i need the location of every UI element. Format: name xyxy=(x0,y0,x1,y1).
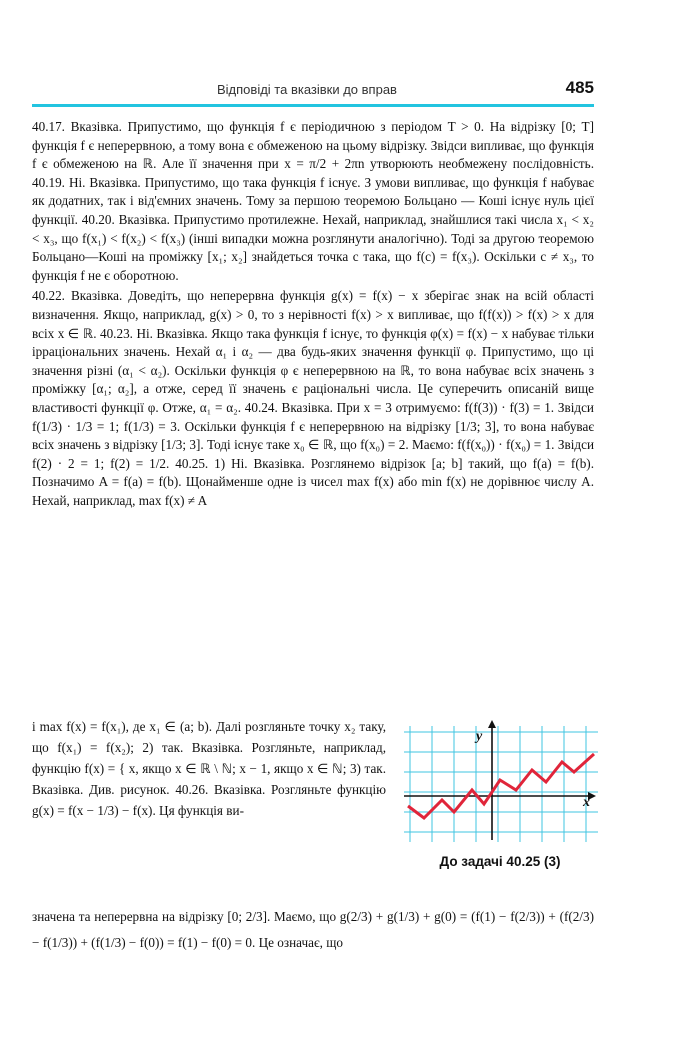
page-header xyxy=(32,78,594,104)
grid xyxy=(404,726,598,842)
header-title: Відповіді та вказівки до вправ xyxy=(217,82,397,97)
x-axis-label: x xyxy=(583,795,590,810)
figure-graph xyxy=(402,718,598,842)
paragraph-1: 40.17. Вказівка. Припустимо, що функція f є періодичною з періодом T > 0. На відрізку [0; T] функція f є неперервною, а тому вона є обмеженою на цьому відрізку. Звідси випливає, що функція f є обмеженою на ℝ. Але її значення при x = π/2 + 2πn утворюють необмежену послідовність. 40.19. Ні. Вказівка. Припустимо, що така функція f існує. З умови випливає, що функція f набуває як додатних, так і від'ємних значень. Тому за першою теоремою Больцано — Коші існує нуль цієї функції. 40.20. Вказівка. Припустимо протилежне. Нехай, наприклад, знайшлися такі числа x₁ < x₂ < x₃, що f(x₁) < f(x₂) < f(x₃) (інші випадки можна розглянути аналогічно). Тоді за другою теоремою Больцано—Коші на проміжку [x₁; x₂] знайдеться точка c така, що f(c) = f(x₃). Оскільки c ≠ x₃, то функція f не є оборотною. xyxy=(32,119,594,283)
zigzag-curve xyxy=(408,754,594,818)
page-number: 485 xyxy=(565,78,594,97)
main-text xyxy=(32,118,594,510)
y-axis-arrow xyxy=(488,720,496,728)
y-axis-label: y xyxy=(476,729,483,744)
wrapped-text: і max f(x) = f(x₁), де x₁ ∈ (a; b). Далі розгляньте точку x₂ таку, що f(x₁) = f(x₂); 2) так. Вказівка. Розгляньте, наприклад, функцію f(x) = { x, якщо x ∈ ℝ \ ℕ; x − 1, якщо x ∈ ℕ; 3) так. Вказівка. Див. рисунок. 40.26. Вказівка. Розгляньте функцію g(x) = f(x − 1/3) − f(x). Ця функція ви- xyxy=(32,719,386,818)
paragraph-2: 40.22. Вказівка. Доведіть, що неперервна функція g(x) = f(x) − x зберігає знак на всій області визначення. Якщо, наприклад, g(x) > 0, то з нерівності f(x) > x випливає, що f(f(x)) > f(x) > x для всіх x ∈ ℝ. 40.23. Ні. Вказівка. Якщо така функція f існує, то функція φ(x) = f(x) − x набуває тільки ірраціональних значень. Нехай α₁ і α₂ — два будь-яких значення функції φ. Припустимо, що ці значення різні (α₁ < α₂). Оскільки функція φ є неперервною на ℝ, то вона набуває всіх значень з проміжку [α₁; α₂], а отже, серед її значень є раціональні числа. Це суперечить описаній вище властивості функції φ. Отже, α₁ = α₂. 40.24. Вказівка. При x = 3 отримуємо: f(f(3)) · f(3) = 1. Звідси f(1/3) · 1/3 = 1; f(1/3) = 3. Оскільки функція f є неперервною на відрізку [1/3; 3], то вона набуває всіх значень з відрізку [1/3; 3]. Тоді існує таке x₀ ∈ ℝ, що f(x₀) = 2. Маємо: f(f(x₀)) · f(x₀) = 1. Звідси f(2) · 2 = 1; f(2) = 1/2. 40.25. 1) Ні. Вказівка. Розглянемо відрізок [a; b] такий, що f(a) = f(b). Позначимо A = f(a) = f(b). Щонайменше одне із чисел max f(x) або min f(x) не дорівнює числу A. Нехай, наприклад, max f(x) ≠ A xyxy=(32,288,594,508)
graph-svg xyxy=(402,718,598,842)
figure-caption: До задачі 40.25 (3) xyxy=(439,854,561,869)
bottom-text: значена та неперервна на відрізку [0; 2/3]. Маємо, що g(2/3) + g(1/3) + g(0) = (f(1) − f(2/3)) + (f(2/3) − f(1/3)) + (f(1/3) − f(0)) = f(1) − f(0) = 0. Це означає, що xyxy=(32,909,594,950)
header-rule xyxy=(32,104,594,107)
